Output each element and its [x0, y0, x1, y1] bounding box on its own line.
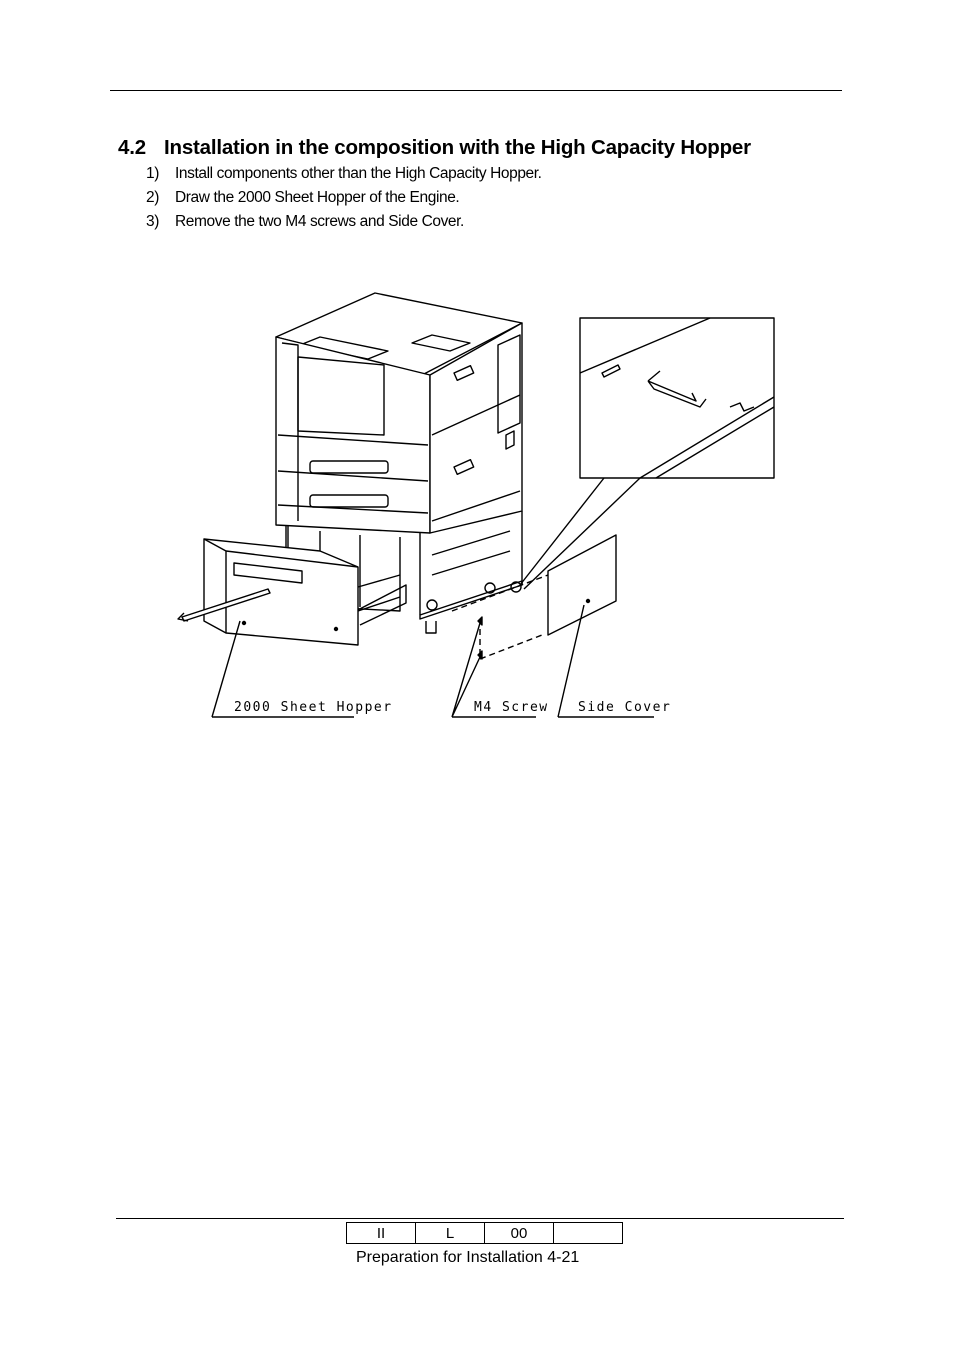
callout-screw-label: M4 Screw — [474, 700, 549, 715]
footer-rule — [116, 1218, 844, 1219]
revision-cell: II — [347, 1223, 416, 1244]
table-row — [347, 1223, 623, 1244]
step-text: Install components other than the High Capacity Hopper. — [175, 165, 542, 182]
section-heading — [118, 136, 751, 160]
installation-figure — [170, 285, 790, 725]
revision-cell: 00 — [485, 1223, 554, 1244]
revision-cell: L — [416, 1223, 485, 1244]
header-rule — [110, 90, 842, 91]
revision-cell — [554, 1223, 623, 1244]
section-number: 4.2 — [118, 136, 146, 159]
sheet-hopper-illustration — [178, 539, 400, 645]
step-number: 2) — [146, 189, 159, 206]
step-text: Remove the two M4 screws and Side Cover. — [175, 213, 464, 230]
step-item — [146, 164, 542, 188]
revision-table — [346, 1222, 623, 1244]
page-label: Preparation for Installation 4-21 — [356, 1249, 580, 1266]
detail-inset — [520, 318, 774, 589]
step-number: 1) — [146, 165, 159, 182]
section-title: Installation in the composition with the High Capacity Hopper — [164, 136, 751, 159]
step-list — [146, 164, 542, 236]
step-item — [146, 188, 542, 212]
step-item — [146, 212, 542, 236]
step-text: Draw the 2000 Sheet Hopper of the Engine. — [175, 189, 460, 206]
step-number: 3) — [146, 213, 159, 230]
callout-hopper-label: 2000 Sheet Hopper — [234, 700, 393, 715]
side-cover-illustration — [452, 535, 616, 659]
callout-cover-label: Side Cover — [578, 700, 672, 715]
